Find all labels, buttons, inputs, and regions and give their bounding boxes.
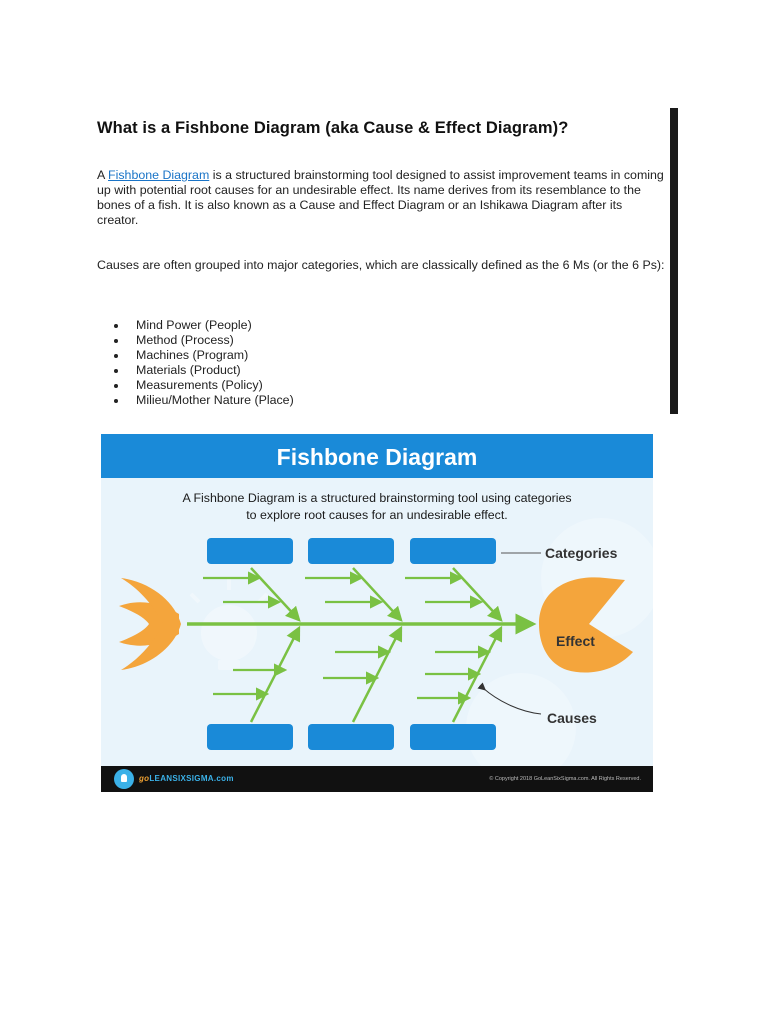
figure-description-line2: to explore root causes for an undesirable effect.: [246, 508, 508, 522]
footer-logo-go: go: [139, 774, 150, 783]
effect-label: Effect: [556, 633, 595, 649]
lightbulb-logo-icon: [114, 769, 134, 789]
list-item-text: Measurements (Policy): [136, 378, 263, 392]
list-item: [97, 393, 294, 408]
list-item-text: Milieu/Mother Nature (Place): [136, 393, 294, 407]
list-item: [97, 318, 294, 333]
list-item: [97, 348, 294, 363]
figure-footer: [101, 766, 653, 792]
list-item-text: Mind Power (People): [136, 318, 252, 332]
bullet-dot: [114, 324, 118, 328]
categories-label: Categories: [545, 545, 618, 561]
categories-intro: Causes are often grouped into major categories, which are classically defined as the 6 Ms (or the 6 Ps):: [97, 258, 665, 272]
bullet-dot: [114, 339, 118, 343]
category-box: [207, 538, 293, 564]
bullet-dot: [114, 384, 118, 388]
footer-copyright: © Copyright 2018 GoLeanSixSigma.com. All Rights Reserved.: [489, 776, 641, 782]
intro-rest: is a structured brainstorming tool designed to assist improvement teams in coming up with potential root causes for an undesirable effect. Its name derives from its resemblance to the bones of a fish. It is also known as a Cause and Effect Diagram or an Ishikawa Diagram after its creator.: [97, 168, 664, 227]
page-title: What is a Fishbone Diagram (aka Cause & Effect Diagram)?: [97, 119, 569, 137]
bullet-dot: [114, 399, 118, 403]
list-item-text: Materials (Product): [136, 363, 241, 377]
bullet-dot: [114, 369, 118, 373]
list-item: [97, 378, 294, 393]
list-item-text: Machines (Program): [136, 348, 249, 362]
category-box: [207, 724, 293, 750]
intro-prefix: A: [97, 168, 109, 182]
figure-banner-title: Fishbone Diagram: [101, 434, 653, 478]
bullet-dot: [114, 354, 118, 358]
top-ribs: [251, 568, 501, 620]
fishbone-diagram-link[interactable]: Fishbone Diagram: [108, 168, 210, 182]
list-item: [97, 363, 294, 378]
category-box: [308, 538, 394, 564]
top-cause-arrows: [203, 578, 481, 602]
category-box: [410, 538, 496, 564]
categories-list: [97, 318, 294, 408]
figure-description-line1: A Fishbone Diagram is a structured brainstorming tool using categories: [182, 491, 572, 505]
figure-description: [141, 490, 613, 524]
list-item: [97, 333, 294, 348]
list-item-text: Method (Process): [136, 333, 234, 347]
footer-logo-rest: LEANSIXSIGMA.com: [149, 774, 234, 783]
footer-logo: [139, 774, 234, 783]
category-box: [410, 724, 496, 750]
bottom-cause-arrows: [213, 652, 489, 698]
fishbone-figure: [101, 434, 653, 792]
intro-paragraph: [97, 168, 667, 228]
causes-label: Causes: [547, 710, 597, 726]
scrollbar[interactable]: [670, 108, 678, 414]
category-box: [308, 724, 394, 750]
